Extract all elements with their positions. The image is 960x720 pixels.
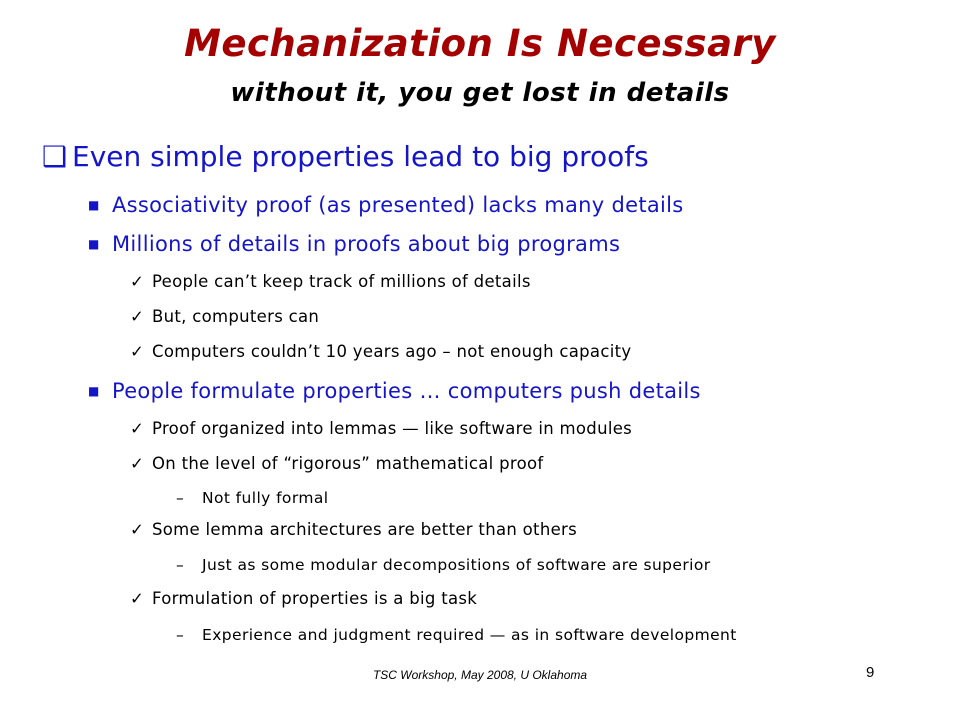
checkbox-bullet-icon: ❑ [42,140,68,173]
bullet-text: Proof organized into lemmas — like software in modules [152,419,633,438]
dash-bullet-icon: – [176,556,185,574]
checkmark-bullet-icon: ✓ [130,454,145,473]
bullet-level1 [42,140,649,173]
checkmark-bullet-icon: ✓ [130,272,145,291]
checkmark-bullet-icon: ✓ [130,589,145,608]
bullet-text: Not fully formal [202,489,329,507]
slide-subtitle: without it, you get lost in details [230,78,730,108]
bullet-text: On the level of “rigorous” mathematical proof [152,454,544,473]
bullet-level4 [176,556,710,574]
bullet-level3 [130,342,631,361]
bullet-text: People formulate properties … computers push details [112,379,701,403]
bullet-text: Experience and judgment required — as in software development [202,626,737,644]
bullet-text: But, computers can [152,307,320,326]
bullet-text: Some lemma architectures are better than others [152,520,578,539]
bullet-level2 [88,193,684,217]
dash-bullet-icon: – [176,489,185,507]
square-bullet-icon: ■ [88,384,100,398]
bullet-level4 [176,489,328,507]
checkmark-bullet-icon: ✓ [130,307,145,326]
bullet-text: Even simple properties lead to big proofs [72,140,649,173]
bullet-text: Millions of details in proofs about big programs [112,232,621,256]
bullet-level3 [130,589,477,608]
bullet-level2 [88,232,620,256]
slide-footer: TSC Workshop, May 2008, U Oklahoma [372,668,588,682]
bullet-level3 [130,272,531,291]
bullet-text: Formulation of properties is a big task [152,589,478,608]
slide-title: Mechanization Is Necessary [184,22,776,65]
bullet-level3 [130,520,577,539]
bullet-level2 [88,379,701,403]
bullet-text: Computers couldn’t 10 years ago – not enough capacity [152,342,632,361]
page-number: 9 [866,664,875,681]
dash-bullet-icon: – [176,626,185,644]
bullet-level3 [130,307,319,326]
square-bullet-icon: ■ [88,237,100,251]
square-bullet-icon: ■ [88,198,100,212]
bullet-text: People can’t keep track of millions of details [152,272,531,291]
bullet-level3 [130,454,544,473]
bullet-level4 [176,626,737,644]
checkmark-bullet-icon: ✓ [130,419,145,438]
bullet-text: Associativity proof (as presented) lacks many details [112,193,684,217]
checkmark-bullet-icon: ✓ [130,520,145,539]
checkmark-bullet-icon: ✓ [130,342,145,361]
bullet-level3 [130,419,632,438]
bullet-text: Just as some modular decompositions of software are superior [202,556,711,574]
